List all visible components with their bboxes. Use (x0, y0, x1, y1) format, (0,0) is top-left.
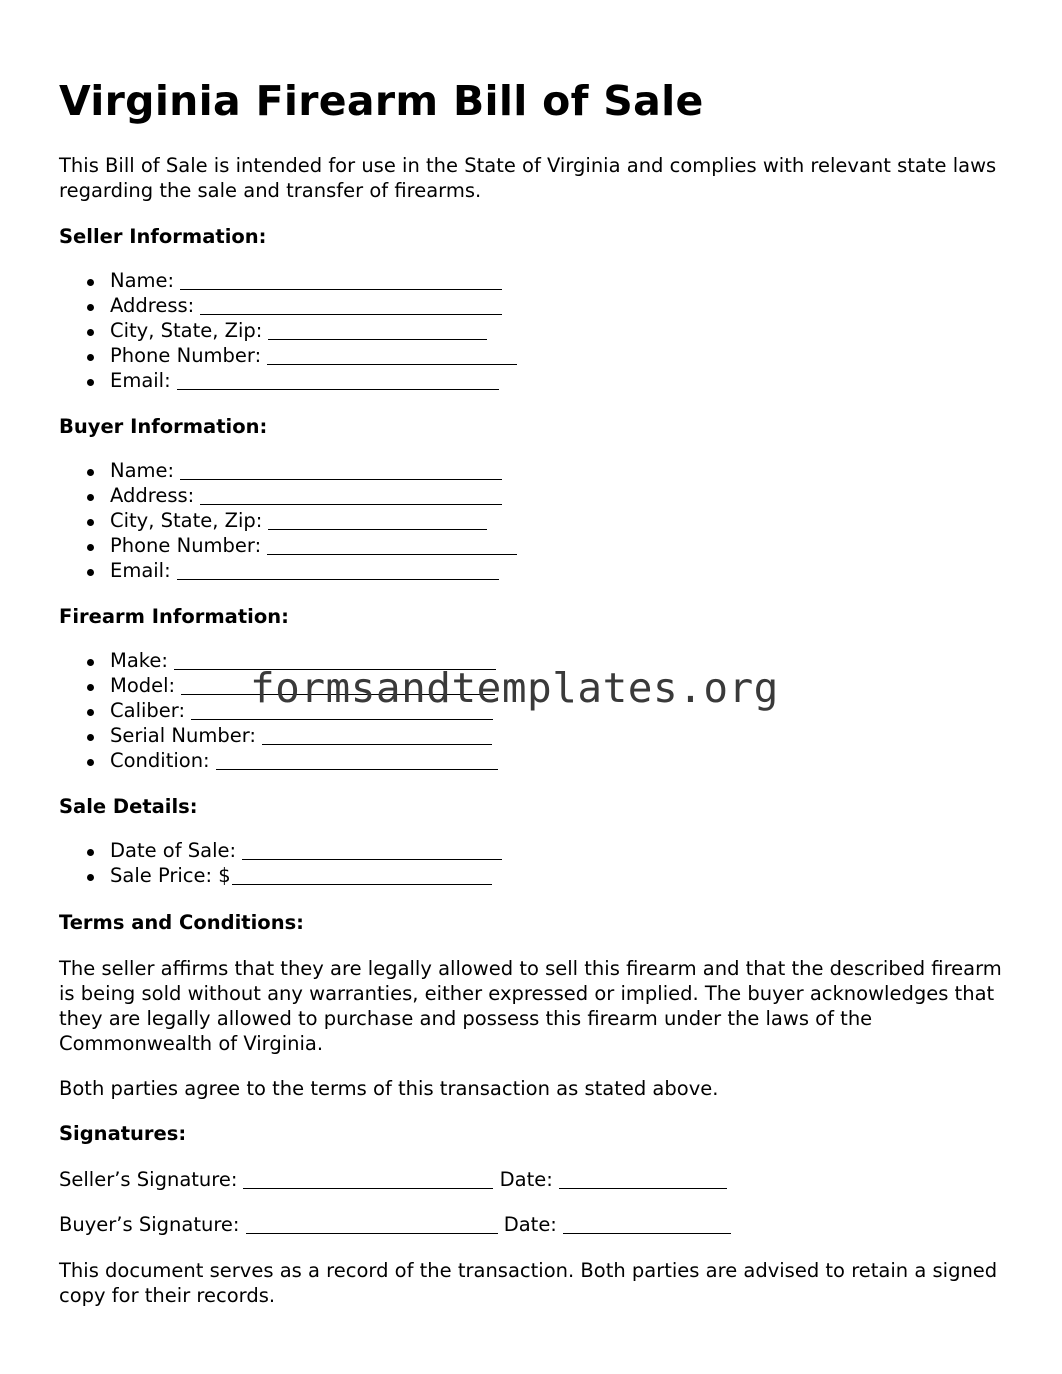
seller-name-field: Name: (59, 269, 517, 294)
buyer-fields-list (59, 459, 517, 583)
signatures-heading: Signatures: (59, 1122, 187, 1145)
buyer-phone-blank[interactable] (267, 536, 517, 555)
seller-signature-line (59, 1167, 727, 1192)
sale-fields-list (59, 839, 502, 889)
seller-city-blank[interactable] (268, 321, 487, 340)
seller-address-blank[interactable] (200, 296, 502, 315)
buyer-date-label: Date: (503, 1213, 557, 1236)
watermark-text: formsandtemplates.org (250, 664, 779, 712)
seller-address-field: Address: (59, 294, 517, 319)
terms-paragraph: The seller affirms that they are legally allowed to sell this firearm and that the described firearm is being sold without any warranties, either expressed or implied. The buyer acknowledges that they are legally allowed to purchase and possess this firearm under the laws of the Commonwealth of Virginia. (59, 957, 1002, 1055)
firearm-caliber-field: Caliber: (59, 699, 498, 724)
buyer-address-blank[interactable] (200, 486, 502, 505)
sale-date-blank[interactable] (242, 841, 502, 860)
firearm-heading: Firearm Information: (59, 605, 289, 628)
firearm-serial-field: Serial Number: (59, 724, 498, 749)
buyer-name-blank[interactable] (180, 461, 502, 480)
firearm-model-field: Model: (59, 674, 498, 699)
seller-fields-list (59, 269, 517, 393)
seller-phone-field: Phone Number: (59, 344, 517, 369)
firearm-condition-field: Condition: (59, 749, 498, 774)
seller-phone-blank[interactable] (267, 346, 517, 365)
firearm-condition-blank[interactable] (216, 751, 498, 770)
closing-paragraph: This document serves as a record of the transaction. Both parties are advised to retain a signed copy for their records. (59, 1259, 998, 1307)
page-title: Virginia Firearm Bill of Sale (59, 77, 704, 125)
seller-signature-label: Seller’s Signature: (59, 1168, 238, 1191)
seller-email-field: Email: (59, 369, 517, 394)
seller-email-blank[interactable] (177, 371, 499, 390)
seller-signature-blank[interactable] (243, 1170, 493, 1189)
buyer-date-blank[interactable] (563, 1215, 731, 1234)
intro-paragraph: This Bill of Sale is intended for use in the State of Virginia and complies with relevant state laws regarding the sale and transfer of firearms. (59, 154, 997, 202)
seller-date-label: Date: (499, 1168, 553, 1191)
buyer-heading: Buyer Information: (59, 415, 268, 438)
sale-heading: Sale Details: (59, 795, 198, 818)
firearm-serial-blank[interactable] (262, 726, 492, 745)
buyer-city-field: City, State, Zip: (59, 509, 517, 534)
seller-name-blank[interactable] (180, 271, 502, 290)
buyer-phone-field: Phone Number: (59, 534, 517, 559)
agreement-paragraph: Both parties agree to the terms of this transaction as stated above. (59, 1077, 719, 1100)
buyer-name-field: Name: (59, 459, 517, 484)
buyer-signature-label: Buyer’s Signature: (59, 1213, 240, 1236)
firearm-make-field: Make: (59, 649, 498, 674)
buyer-signature-line (59, 1212, 731, 1237)
seller-city-field: City, State, Zip: (59, 319, 517, 344)
buyer-email-blank[interactable] (177, 561, 499, 580)
buyer-address-field: Address: (59, 484, 517, 509)
sale-price-blank[interactable] (232, 866, 492, 885)
sale-price-field: Sale Price: $ (59, 864, 502, 889)
buyer-email-field: Email: (59, 559, 517, 584)
seller-date-blank[interactable] (559, 1170, 727, 1189)
seller-heading: Seller Information: (59, 225, 267, 248)
terms-heading: Terms and Conditions: (59, 911, 304, 934)
buyer-city-blank[interactable] (268, 511, 487, 530)
sale-date-field: Date of Sale: (59, 839, 502, 864)
buyer-signature-blank[interactable] (246, 1215, 498, 1234)
